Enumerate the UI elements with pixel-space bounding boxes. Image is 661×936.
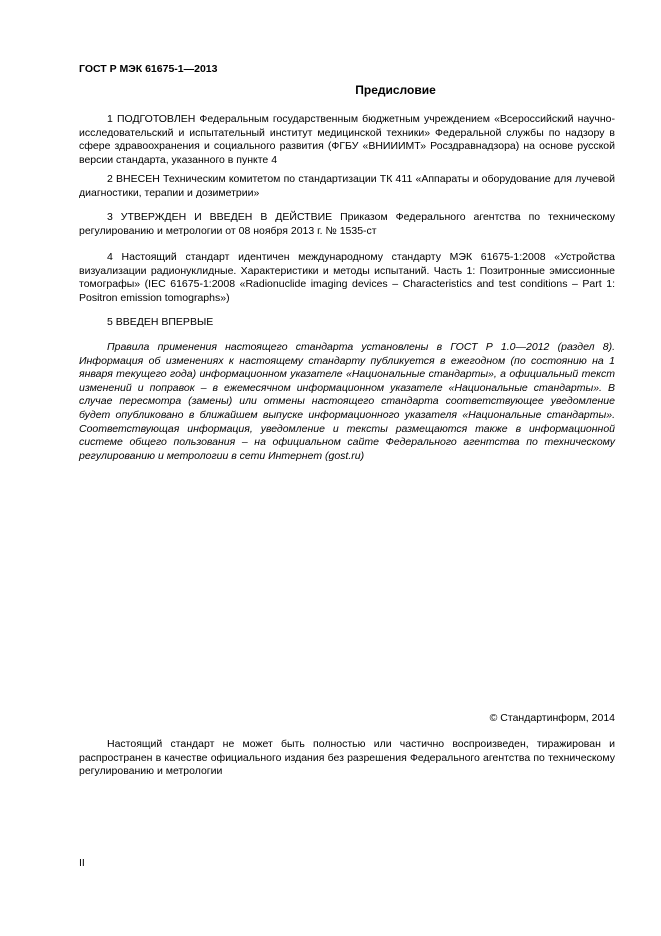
paragraph-submitted-by: 2 ВНЕСЕН Техническим комитетом по стандартизации ТК 411 «Аппараты и оборудование для лучевой диагностики, терапии и дозиметрии» bbox=[79, 173, 615, 199]
paragraph-application-rules: Правила применения настоящего стандарта установлены в ГОСТ Р 1.0—2012 (раздел 8). Информация об изменениях к настоящему стандарту публикуется в ежегодном (по состоянию на 1 января текущего года) информационном указателе «Национальные стандарты», а официальный текст изменений и поправок – в ежемесячном информационном указателе «Национальные стандарты». В случае пересмотра (замены) или отмены настоящего стандарта соответствующее уведомление будет опубликовано в ближайшем выпуске информационного указателя «Национальные стандарты». Соответствующая информация, уведомление и тексты размещаются также в информационной системе общего пользования – на официальном сайте Федерального агентства по техническому регулированию и метрологии в сети Интернет (gost.ru) bbox=[79, 341, 615, 462]
page-title: Предисловие bbox=[355, 83, 436, 97]
copyright-notice: © Стандартинформ, 2014 bbox=[489, 712, 615, 724]
page-number: II bbox=[79, 857, 85, 869]
paragraph-prepared-by: 1 ПОДГОТОВЛЕН Федеральным государственным бюджетным учреждением «Всероссийский научно-исследовательский и испытательный институт медицинской техники» Федеральной службы по надзору в сфере здравоохранения и социального развития (ФГБУ «ВНИИИМТ» Росздравнадзора) на основе русской версии стандарта, указанного в пункте 4 bbox=[79, 113, 615, 166]
paragraph-identical-standard: 4 Настоящий стандарт идентичен международному стандарту МЭК 61675-1:2008 «Устройства визуализации радионуклидные. Характеристики и методы испытаний. Часть 1: Позитронные эмиссионные томографы» (IEC 61675-1:2008 «Radionuclide imaging devices – Characteristics and test conditions – Part 1: Positron emission tomographs») bbox=[79, 251, 615, 304]
paragraph-approved: 3 УТВЕРЖДЕН И ВВЕДЕН В ДЕЙСТВИЕ Приказом Федерального агентства по техническому регулированию и метрологии от 08 ноября 2013 г. № 1535-ст bbox=[79, 211, 615, 237]
paragraph-first-introduced: 5 ВВЕДЕН ВПЕРВЫЕ bbox=[107, 316, 214, 328]
standard-code-header: ГОСТ Р МЭК 61675-1—2013 bbox=[79, 63, 218, 75]
paragraph-reproduction-notice: Настоящий стандарт не может быть полностью или частично воспроизведен, тиражирован и распространен в качестве официального издания без разрешения Федерального агентства по техническому регулированию и метрологии bbox=[79, 738, 615, 778]
